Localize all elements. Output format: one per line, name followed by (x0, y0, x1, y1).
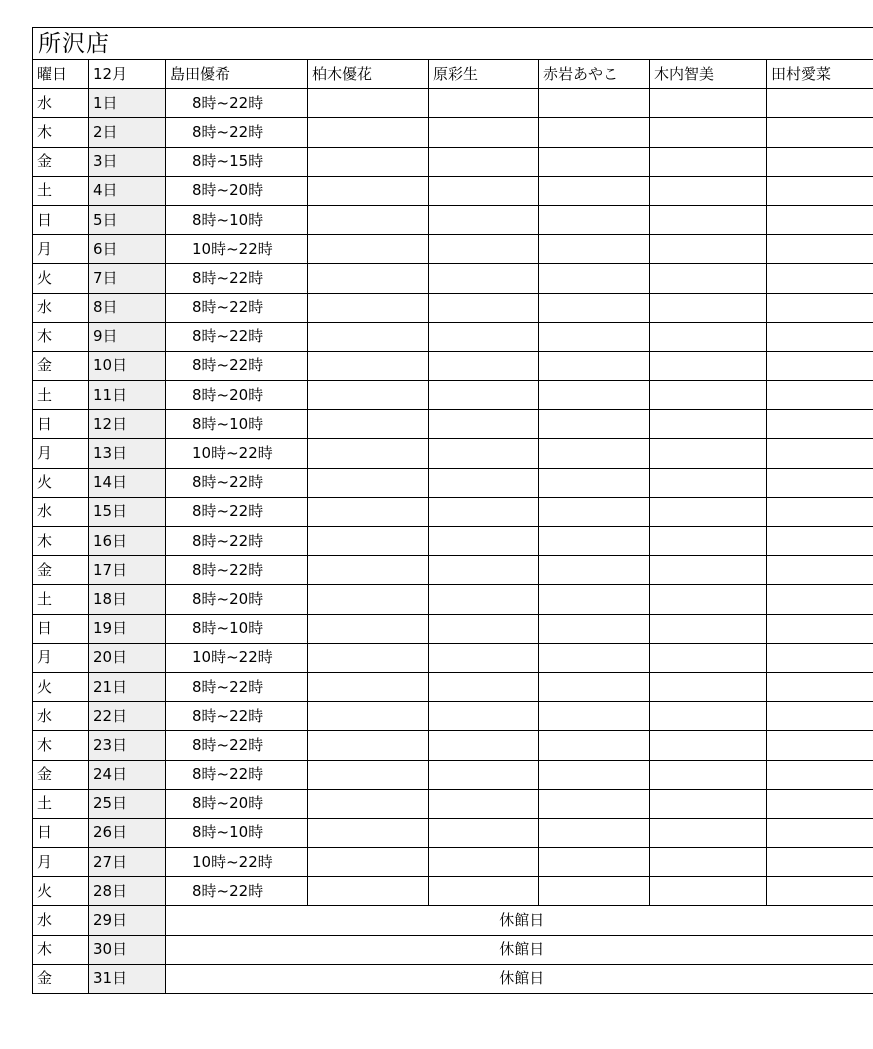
empty-cell[interactable] (767, 410, 873, 439)
empty-cell[interactable] (308, 293, 429, 322)
table-row (33, 264, 873, 293)
table-row (33, 89, 873, 118)
shift-cell[interactable]: 8時~22時 (166, 264, 308, 293)
empty-cell[interactable] (767, 293, 873, 322)
empty-cell[interactable] (767, 118, 873, 147)
empty-cell[interactable] (539, 702, 650, 731)
empty-cell[interactable] (429, 848, 539, 877)
shift-cell[interactable]: 8時~20時 (166, 585, 308, 614)
weekday-cell[interactable]: 金 (33, 964, 89, 993)
date-cell[interactable]: 23日 (89, 731, 166, 760)
weekday-cell[interactable]: 火 (33, 877, 89, 906)
empty-cell[interactable] (650, 585, 767, 614)
weekday-cell[interactable]: 木 (33, 731, 89, 760)
empty-cell[interactable] (650, 205, 767, 234)
empty-cell[interactable] (429, 556, 539, 585)
empty-cell[interactable] (539, 848, 650, 877)
empty-cell[interactable] (308, 176, 429, 205)
empty-cell[interactable] (429, 643, 539, 672)
shift-cell[interactable]: 8時~22時 (166, 527, 308, 556)
date-cell[interactable]: 16日 (89, 527, 166, 556)
shift-cell[interactable]: 8時~22時 (166, 497, 308, 526)
empty-cell[interactable] (308, 702, 429, 731)
empty-cell[interactable] (429, 439, 539, 468)
empty-cell[interactable] (767, 89, 873, 118)
empty-cell[interactable] (767, 789, 873, 818)
empty-cell[interactable] (767, 351, 873, 380)
empty-cell[interactable] (767, 702, 873, 731)
shift-cell[interactable]: 8時~22時 (166, 702, 308, 731)
empty-cell[interactable] (308, 264, 429, 293)
empty-cell[interactable] (650, 176, 767, 205)
empty-cell[interactable] (539, 351, 650, 380)
empty-cell[interactable] (650, 760, 767, 789)
weekday-cell[interactable]: 土 (33, 176, 89, 205)
header-staff[interactable]: 柏木優花 (308, 60, 429, 89)
date-cell[interactable]: 4日 (89, 176, 166, 205)
shift-cell[interactable]: 8時~10時 (166, 205, 308, 234)
table-row (33, 293, 873, 322)
shift-cell[interactable]: 10時~22時 (166, 848, 308, 877)
empty-cell[interactable] (650, 264, 767, 293)
table-row (33, 351, 873, 380)
empty-cell[interactable] (539, 585, 650, 614)
shift-cell[interactable]: 8時~10時 (166, 818, 308, 847)
empty-cell[interactable] (650, 672, 767, 701)
weekday-cell[interactable]: 金 (33, 147, 89, 176)
empty-cell[interactable] (650, 789, 767, 818)
shift-cell[interactable]: 8時~22時 (166, 118, 308, 147)
empty-cell[interactable] (650, 818, 767, 847)
empty-cell[interactable] (308, 848, 429, 877)
empty-cell[interactable] (767, 672, 873, 701)
empty-cell[interactable] (308, 789, 429, 818)
empty-cell[interactable] (767, 527, 873, 556)
empty-cell[interactable] (650, 731, 767, 760)
empty-cell[interactable] (650, 439, 767, 468)
shift-cell[interactable]: 8時~22時 (166, 89, 308, 118)
empty-cell[interactable] (767, 614, 873, 643)
table-row (33, 205, 873, 234)
empty-cell[interactable] (767, 848, 873, 877)
schedule-table (32, 59, 873, 994)
date-cell[interactable]: 21日 (89, 672, 166, 701)
date-cell[interactable]: 29日 (89, 906, 166, 935)
shift-cell[interactable]: 8時~22時 (166, 877, 308, 906)
empty-cell[interactable] (539, 497, 650, 526)
header-staff[interactable]: 原彩生 (429, 60, 539, 89)
weekday-cell[interactable]: 水 (33, 89, 89, 118)
shift-cell[interactable]: 8時~22時 (166, 322, 308, 351)
empty-cell[interactable] (650, 351, 767, 380)
empty-cell[interactable] (429, 264, 539, 293)
empty-cell[interactable] (429, 497, 539, 526)
table-row (33, 789, 873, 818)
empty-cell[interactable] (767, 147, 873, 176)
table-row (33, 585, 873, 614)
table-row (33, 235, 873, 264)
date-cell[interactable]: 19日 (89, 614, 166, 643)
empty-cell[interactable] (650, 556, 767, 585)
table-row (33, 176, 873, 205)
date-cell[interactable]: 13日 (89, 439, 166, 468)
empty-cell[interactable] (767, 497, 873, 526)
empty-cell[interactable] (308, 585, 429, 614)
shift-cell[interactable]: 8時~22時 (166, 672, 308, 701)
weekday-cell[interactable]: 火 (33, 672, 89, 701)
weekday-cell[interactable]: 月 (33, 643, 89, 672)
date-cell[interactable]: 5日 (89, 205, 166, 234)
empty-cell[interactable] (539, 293, 650, 322)
shift-cell[interactable]: 8時~22時 (166, 556, 308, 585)
empty-cell[interactable] (308, 147, 429, 176)
empty-cell[interactable] (650, 468, 767, 497)
shift-cell[interactable]: 8時~20時 (166, 381, 308, 410)
date-cell[interactable]: 7日 (89, 264, 166, 293)
weekday-cell[interactable]: 土 (33, 789, 89, 818)
empty-cell[interactable] (308, 381, 429, 410)
table-row (33, 147, 873, 176)
weekday-cell[interactable]: 日 (33, 614, 89, 643)
empty-cell[interactable] (767, 818, 873, 847)
date-cell[interactable]: 27日 (89, 848, 166, 877)
empty-cell[interactable] (308, 351, 429, 380)
weekday-cell[interactable]: 月 (33, 848, 89, 877)
shift-cell[interactable]: 8時~22時 (166, 760, 308, 789)
date-cell[interactable]: 24日 (89, 760, 166, 789)
empty-cell[interactable] (539, 322, 650, 351)
table-row (33, 410, 873, 439)
empty-cell[interactable] (650, 877, 767, 906)
empty-cell[interactable] (308, 410, 429, 439)
empty-cell[interactable] (539, 410, 650, 439)
date-cell[interactable]: 28日 (89, 877, 166, 906)
empty-cell[interactable] (429, 877, 539, 906)
table-row (33, 322, 873, 351)
table-row (33, 643, 873, 672)
date-cell[interactable]: 20日 (89, 643, 166, 672)
header-staff[interactable]: 田村愛菜 (767, 60, 873, 89)
empty-cell[interactable] (308, 235, 429, 264)
date-cell[interactable]: 17日 (89, 556, 166, 585)
empty-cell[interactable] (429, 818, 539, 847)
empty-cell[interactable] (767, 556, 873, 585)
empty-cell[interactable] (539, 147, 650, 176)
shift-cell[interactable]: 8時~20時 (166, 789, 308, 818)
date-cell[interactable]: 30日 (89, 935, 166, 964)
table-row (33, 556, 873, 585)
schedule-body (33, 60, 873, 994)
empty-cell[interactable] (767, 731, 873, 760)
empty-cell[interactable] (539, 118, 650, 147)
empty-cell[interactable] (429, 585, 539, 614)
empty-cell[interactable] (429, 118, 539, 147)
date-cell[interactable]: 25日 (89, 789, 166, 818)
empty-cell[interactable] (308, 118, 429, 147)
empty-cell[interactable] (650, 848, 767, 877)
empty-cell[interactable] (767, 235, 873, 264)
empty-cell[interactable] (308, 818, 429, 847)
header-month[interactable]: 12月 (89, 60, 166, 89)
empty-cell[interactable] (429, 381, 539, 410)
empty-cell[interactable] (539, 672, 650, 701)
shift-cell[interactable]: 10時~22時 (166, 643, 308, 672)
table-row (33, 760, 873, 789)
empty-cell[interactable] (539, 818, 650, 847)
table-row (33, 381, 873, 410)
weekday-cell[interactable]: 日 (33, 205, 89, 234)
date-cell[interactable]: 31日 (89, 964, 166, 993)
empty-cell[interactable] (429, 789, 539, 818)
empty-cell[interactable] (429, 351, 539, 380)
shift-cell[interactable]: 8時~22時 (166, 731, 308, 760)
empty-cell[interactable] (650, 410, 767, 439)
empty-cell[interactable] (539, 468, 650, 497)
empty-cell[interactable] (429, 235, 539, 264)
empty-cell[interactable] (539, 877, 650, 906)
empty-cell[interactable] (539, 760, 650, 789)
date-cell[interactable]: 22日 (89, 702, 166, 731)
empty-cell[interactable] (308, 731, 429, 760)
closed-row (33, 964, 873, 993)
weekday-cell[interactable]: 金 (33, 351, 89, 380)
empty-cell[interactable] (767, 585, 873, 614)
date-cell[interactable]: 10日 (89, 351, 166, 380)
weekday-cell[interactable]: 月 (33, 439, 89, 468)
weekday-cell[interactable]: 火 (33, 468, 89, 497)
date-cell[interactable]: 26日 (89, 818, 166, 847)
shift-cell[interactable]: 8時~22時 (166, 293, 308, 322)
empty-cell[interactable] (650, 702, 767, 731)
empty-cell[interactable] (429, 672, 539, 701)
empty-cell[interactable] (650, 614, 767, 643)
shift-cell[interactable]: 8時~20時 (166, 176, 308, 205)
empty-cell[interactable] (429, 731, 539, 760)
empty-cell[interactable] (650, 293, 767, 322)
table-row (33, 702, 873, 731)
empty-cell[interactable] (650, 643, 767, 672)
empty-cell[interactable] (429, 147, 539, 176)
empty-cell[interactable] (539, 89, 650, 118)
empty-cell[interactable] (539, 205, 650, 234)
table-row (33, 527, 873, 556)
empty-cell[interactable] (650, 381, 767, 410)
empty-cell[interactable] (650, 527, 767, 556)
empty-cell[interactable] (767, 439, 873, 468)
date-cell[interactable]: 11日 (89, 381, 166, 410)
header-weekday[interactable]: 曜日 (33, 60, 89, 89)
empty-cell[interactable] (539, 556, 650, 585)
empty-cell[interactable] (767, 877, 873, 906)
empty-cell[interactable] (429, 702, 539, 731)
empty-cell[interactable] (767, 643, 873, 672)
weekday-cell[interactable]: 木 (33, 527, 89, 556)
empty-cell[interactable] (539, 176, 650, 205)
shift-schedule-sheet (32, 27, 873, 994)
empty-cell[interactable] (539, 527, 650, 556)
header-staff[interactable]: 赤岩あやこ (539, 60, 650, 89)
empty-cell[interactable] (308, 468, 429, 497)
weekday-cell[interactable]: 木 (33, 935, 89, 964)
closed-row (33, 906, 873, 935)
table-row (33, 848, 873, 877)
header-staff[interactable]: 木内智美 (650, 60, 767, 89)
empty-cell[interactable] (650, 89, 767, 118)
empty-cell[interactable] (767, 205, 873, 234)
empty-cell[interactable] (539, 643, 650, 672)
empty-cell[interactable] (539, 264, 650, 293)
empty-cell[interactable] (429, 176, 539, 205)
empty-cell[interactable] (308, 527, 429, 556)
empty-cell[interactable] (539, 235, 650, 264)
empty-cell[interactable] (429, 322, 539, 351)
shift-cell[interactable]: 10時~22時 (166, 439, 308, 468)
empty-cell[interactable] (767, 264, 873, 293)
empty-cell[interactable] (539, 439, 650, 468)
store-title: 所沢店 (32, 27, 873, 59)
weekday-cell[interactable]: 金 (33, 556, 89, 585)
table-row (33, 614, 873, 643)
empty-cell[interactable] (308, 322, 429, 351)
weekday-cell[interactable]: 土 (33, 381, 89, 410)
table-row (33, 877, 873, 906)
empty-cell[interactable] (429, 468, 539, 497)
empty-cell[interactable] (429, 527, 539, 556)
table-row (33, 439, 873, 468)
date-cell[interactable]: 3日 (89, 147, 166, 176)
weekday-cell[interactable]: 水 (33, 497, 89, 526)
empty-cell[interactable] (308, 760, 429, 789)
empty-cell[interactable] (539, 789, 650, 818)
shift-cell[interactable]: 8時~15時 (166, 147, 308, 176)
closed-row (33, 935, 873, 964)
empty-cell[interactable] (429, 614, 539, 643)
date-cell[interactable]: 6日 (89, 235, 166, 264)
empty-cell[interactable] (308, 556, 429, 585)
date-cell[interactable]: 18日 (89, 585, 166, 614)
empty-cell[interactable] (308, 205, 429, 234)
empty-cell[interactable] (650, 235, 767, 264)
empty-cell[interactable] (539, 381, 650, 410)
weekday-cell[interactable]: 土 (33, 585, 89, 614)
empty-cell[interactable] (767, 322, 873, 351)
shift-cell[interactable]: 8時~10時 (166, 410, 308, 439)
empty-cell[interactable] (650, 147, 767, 176)
empty-cell[interactable] (308, 89, 429, 118)
date-cell[interactable]: 12日 (89, 410, 166, 439)
weekday-cell[interactable]: 木 (33, 322, 89, 351)
table-row (33, 497, 873, 526)
weekday-cell[interactable]: 木 (33, 118, 89, 147)
empty-cell[interactable] (767, 381, 873, 410)
empty-cell[interactable] (429, 760, 539, 789)
empty-cell[interactable] (429, 89, 539, 118)
weekday-cell[interactable]: 月 (33, 235, 89, 264)
closed-day-cell[interactable]: 休館日 (166, 906, 873, 935)
date-cell[interactable]: 2日 (89, 118, 166, 147)
header-row (33, 60, 873, 89)
empty-cell[interactable] (308, 643, 429, 672)
empty-cell[interactable] (767, 760, 873, 789)
weekday-cell[interactable]: 水 (33, 293, 89, 322)
empty-cell[interactable] (539, 614, 650, 643)
shift-cell[interactable]: 8時~10時 (166, 614, 308, 643)
empty-cell[interactable] (308, 614, 429, 643)
empty-cell[interactable] (429, 205, 539, 234)
shift-cell[interactable]: 8時~22時 (166, 468, 308, 497)
weekday-cell[interactable]: 金 (33, 760, 89, 789)
closed-day-cell[interactable]: 休館日 (166, 935, 873, 964)
empty-cell[interactable] (308, 497, 429, 526)
shift-cell[interactable]: 10時~22時 (166, 235, 308, 264)
empty-cell[interactable] (650, 497, 767, 526)
empty-cell[interactable] (650, 118, 767, 147)
table-row (33, 731, 873, 760)
weekday-cell[interactable]: 日 (33, 818, 89, 847)
empty-cell[interactable] (429, 410, 539, 439)
weekday-cell[interactable]: 日 (33, 410, 89, 439)
date-cell[interactable]: 8日 (89, 293, 166, 322)
date-cell[interactable]: 9日 (89, 322, 166, 351)
table-row (33, 118, 873, 147)
shift-cell[interactable]: 8時~22時 (166, 351, 308, 380)
date-cell[interactable]: 14日 (89, 468, 166, 497)
empty-cell[interactable] (308, 672, 429, 701)
weekday-cell[interactable]: 水 (33, 702, 89, 731)
empty-cell[interactable] (650, 322, 767, 351)
empty-cell[interactable] (308, 877, 429, 906)
empty-cell[interactable] (539, 731, 650, 760)
table-row (33, 468, 873, 497)
empty-cell[interactable] (767, 176, 873, 205)
date-cell[interactable]: 1日 (89, 89, 166, 118)
empty-cell[interactable] (429, 293, 539, 322)
table-row (33, 672, 873, 701)
weekday-cell[interactable]: 火 (33, 264, 89, 293)
empty-cell[interactable] (767, 468, 873, 497)
date-cell[interactable]: 15日 (89, 497, 166, 526)
header-staff[interactable]: 島田優希 (166, 60, 308, 89)
empty-cell[interactable] (308, 439, 429, 468)
closed-day-cell[interactable]: 休館日 (166, 964, 873, 993)
table-row (33, 818, 873, 847)
weekday-cell[interactable]: 水 (33, 906, 89, 935)
